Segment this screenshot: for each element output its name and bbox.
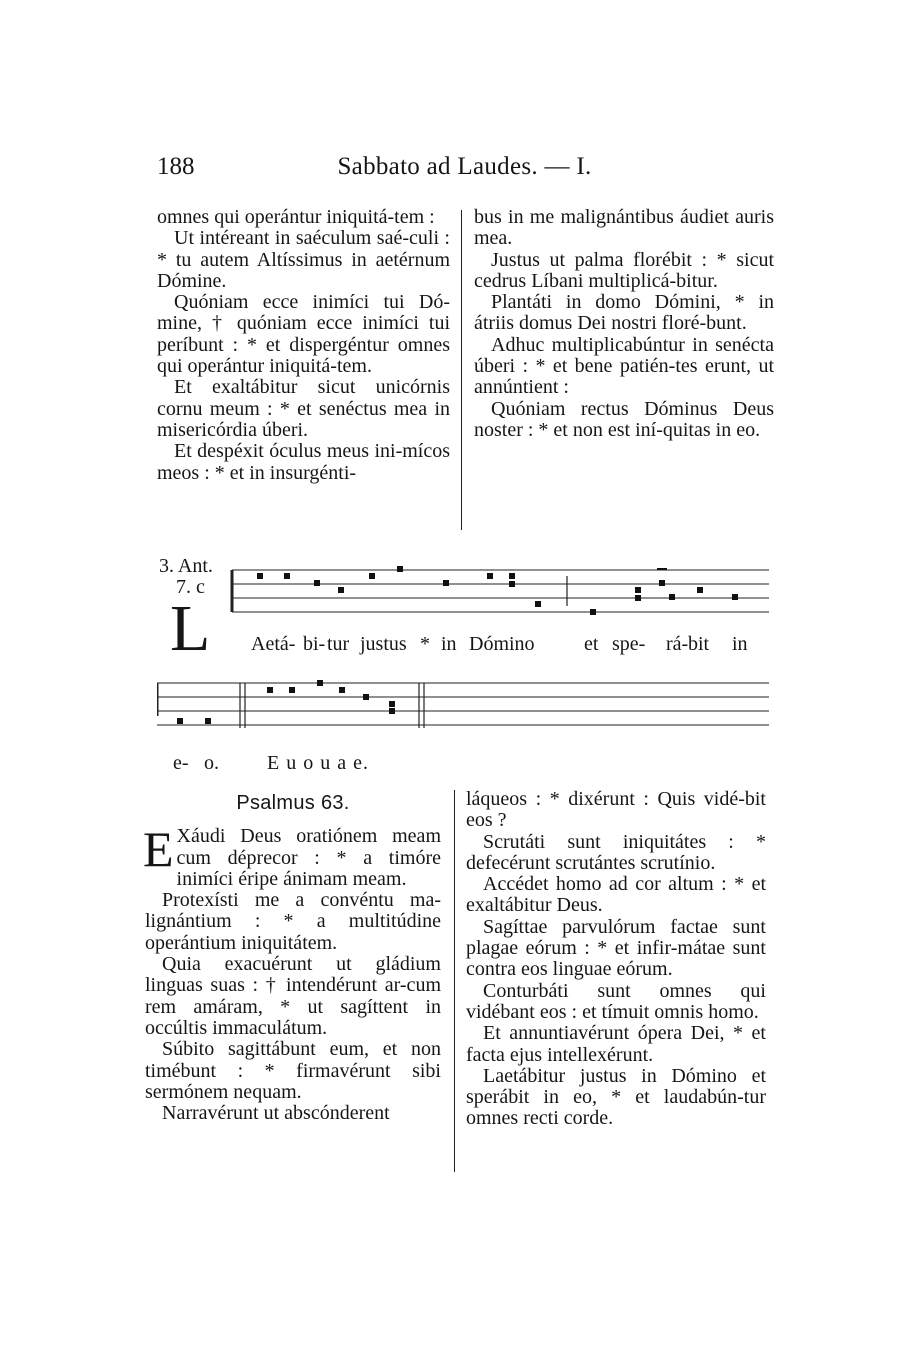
staff-2 <box>157 683 769 728</box>
verse: Et annuntiavérunt ópera Dei, * et facta ejus intellexérunt. <box>466 1022 766 1066</box>
verse: omnes qui operántur iniquitá-tem : <box>157 206 435 228</box>
psalm-title: Psalmus 63. <box>236 792 350 814</box>
neumes-2 <box>177 680 395 724</box>
lyric-syllable: bi- <box>303 633 326 655</box>
lyric-syllable: * <box>420 633 430 655</box>
verse-text: Xáudi Deus oratiónem meam cum déprecor : * a timóre inimíci éripe ánimam meam. <box>176 825 441 890</box>
page-number: 188 <box>157 153 195 180</box>
lyric-syllable: o. <box>204 752 219 774</box>
euouae: E u o u a e. <box>267 752 369 774</box>
verse: bus in me malignántibus áudiet auris mea. <box>474 206 774 250</box>
antiphon-chant <box>157 556 769 774</box>
chant-initial-letter: L <box>170 592 211 665</box>
staff-1 <box>232 570 769 612</box>
bottom-left-column <box>145 793 441 1124</box>
verse: Scrutáti sunt iniquitátes : * defecérunt scrutántes scrutínio. <box>466 830 766 874</box>
top-right-column <box>474 207 774 441</box>
verse: láqueos : * dixérunt : Quis vidé-bit eos ? <box>466 788 766 832</box>
drop-cap: E <box>143 821 174 878</box>
verse: Et exaltábitur sicut unicórnis cornu meum : * et senéctus mea in misericórdia úberi. <box>157 376 450 441</box>
top-left-column <box>157 207 450 484</box>
chant-staff-svg <box>157 556 769 774</box>
verse: Justus ut palma florébit : * sicut cedrus Líbani multiplicá-bitur. <box>474 248 774 292</box>
bottom-right-column <box>466 789 766 1130</box>
lyric-syllable: rá- <box>666 633 689 655</box>
verse: Súbito sagittábunt eum, et non timébunt : * firmavérunt sibi sermónem nequam. <box>145 1038 441 1103</box>
lyric-syllable: spe- <box>612 633 646 655</box>
verse: Quóniam ecce inimíci tui Dó-mine, † quóniam ecce inimíci tui períbunt : * et dispergéntur omnes qui operántur iniquitá-tem. <box>157 291 450 378</box>
verse: Narravérunt ut abscónderent <box>162 1102 390 1125</box>
verse: Conturbáti sunt omnes qui vidébant eos : et tímuit omnis homo. <box>466 979 766 1023</box>
lyric-syllable: in <box>732 633 748 655</box>
column-divider <box>454 790 455 1172</box>
lyric-syllable: in <box>441 633 457 655</box>
verse: Accédet homo ad cor altum : * et exaltábitur Deus. <box>466 873 766 917</box>
psalm-first-verse <box>143 821 441 890</box>
verse: Quóniam rectus Dóminus Deus noster : * et non est iní-quitas in eo. <box>474 397 774 441</box>
lyric-syllable: Dómino <box>469 633 535 655</box>
antiphon-number: 3. Ant. <box>159 555 213 577</box>
verse: Plantáti in domo Dómini, * in átriis domus Dei nostri floré-bunt. <box>474 291 774 335</box>
lyric-syllable: tur <box>327 633 350 655</box>
lyric-syllable: Aetá- <box>251 633 296 655</box>
running-title: Sabbato ad Laudes. — I. <box>337 153 592 180</box>
lyric-syllable: bit <box>688 633 710 655</box>
verse: Sagíttae parvulórum factae sunt plagae eórum : * et infir-mátae sunt contra eos linguae eórum. <box>466 915 766 981</box>
neumes-1 <box>257 566 738 615</box>
verse: Quia exacuérunt ut gládium linguas suas : † intendérunt ar-cum rem amáram, * ut sagíttent in occúltis immaculátum. <box>145 953 441 1039</box>
mode-label: 7. c <box>176 576 205 598</box>
column-divider <box>461 210 462 530</box>
lyric-syllable: et <box>584 633 599 655</box>
verse: Laetábitur justus in Dómino et sperábit in eo, * et laudabún-tur omnes recti corde. <box>466 1064 766 1130</box>
lyric-syllable: e- <box>173 752 189 774</box>
page-header <box>157 153 772 193</box>
lyric-syllable: justus <box>360 633 407 655</box>
verse: Adhuc multiplicabúntur in senécta úberi : * et bene patién-tes erunt, ut annúntient : <box>474 333 774 399</box>
verse: Protexísti me a convéntu ma-lignántium : * a multitúdine operántium iniquitátem. <box>145 889 441 954</box>
verse: Ut intéreant in saéculum saé-culi : * tu autem Altíssimus in aetérnum Dómine. <box>157 227 450 292</box>
verse: Et despéxit óculus meus ini-mícos meos : * et in insurgénti- <box>157 440 450 484</box>
